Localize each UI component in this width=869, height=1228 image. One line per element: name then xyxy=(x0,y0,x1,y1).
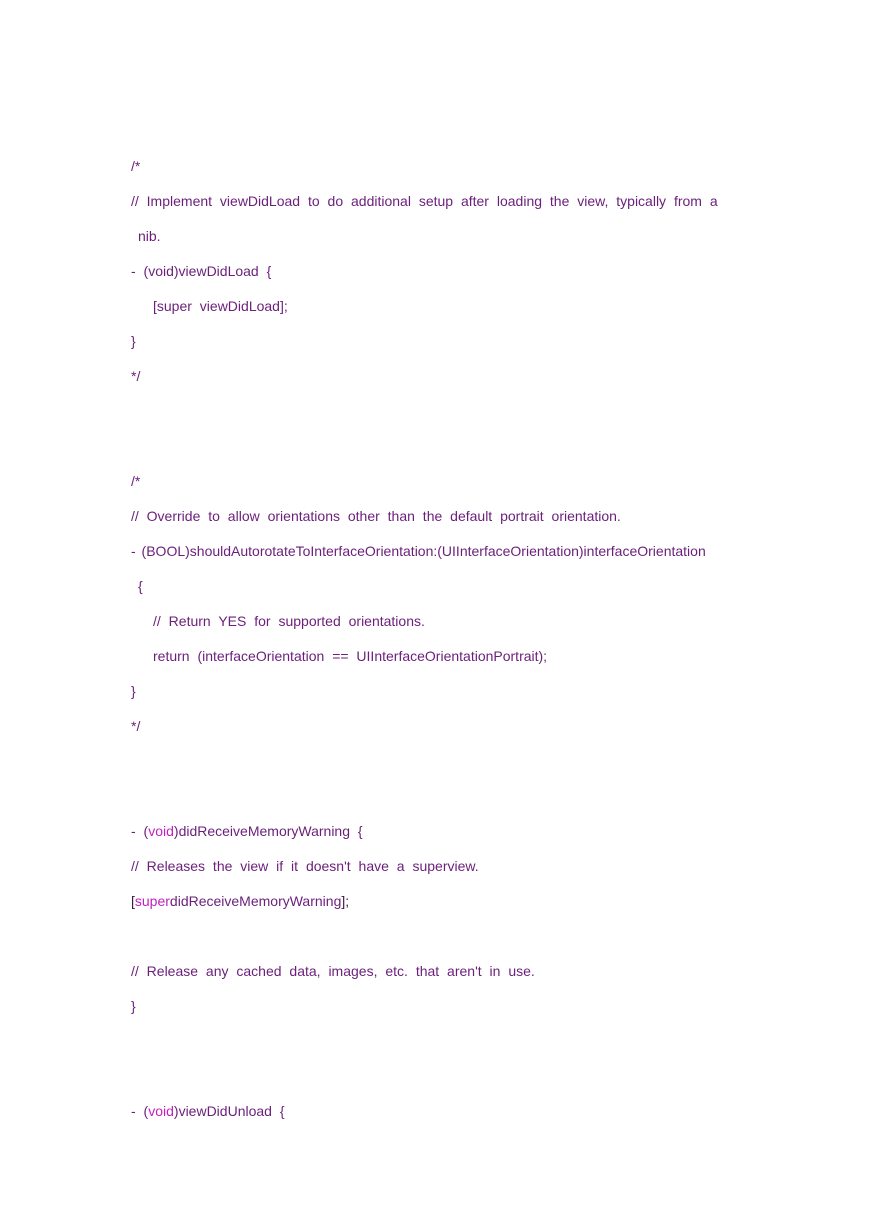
code-line: { xyxy=(138,578,143,594)
code-token: didReceiveMemoryWarning xyxy=(169,893,342,909)
code-line: [super viewDidLoad]; xyxy=(153,298,288,314)
code-line: /* xyxy=(131,473,141,489)
code-line xyxy=(131,822,363,840)
code-token: )viewDidUnload { xyxy=(173,1103,285,1119)
code-line: // Releases the view if it doesn't have a superview. xyxy=(131,858,479,874)
code-line: } xyxy=(131,683,136,699)
code-line: return (interfaceOrientation == UIInterfaceOrientationPortrait); xyxy=(153,648,548,664)
code-line: /* xyxy=(131,158,141,174)
code-line: // Release any cached data, images, etc. that aren't in use. xyxy=(131,963,535,979)
code-token: - ( xyxy=(131,1103,149,1119)
code-line: - (BOOL)shouldAutorotateToInterfaceOrientation:(UIInterfaceOrientation)interfaceOrientation xyxy=(131,543,706,559)
code-line: } xyxy=(131,998,136,1014)
code-line: - (void)viewDidLoad { xyxy=(131,263,272,279)
code-token: - ( xyxy=(131,823,149,839)
code-line: nib. xyxy=(138,228,161,244)
code-line xyxy=(131,892,349,910)
code-line: */ xyxy=(131,718,141,734)
code-line: } xyxy=(131,333,136,349)
code-line xyxy=(131,1102,285,1120)
code-line: // Implement viewDidLoad to do additional setup after loading the view, typically from a xyxy=(131,193,718,209)
code-token: ]; xyxy=(341,893,350,909)
code-line: */ xyxy=(131,368,141,384)
keyword-token: void xyxy=(148,1103,174,1119)
keyword-token: super xyxy=(134,893,170,909)
code-line: // Return YES for supported orientations. xyxy=(153,613,425,629)
code-token: [ xyxy=(131,893,135,909)
keyword-token: void xyxy=(148,823,174,839)
code-line: // Override to allow orientations other than the default portrait orientation. xyxy=(131,508,621,524)
code-token: )didReceiveMemoryWarning { xyxy=(173,823,363,839)
